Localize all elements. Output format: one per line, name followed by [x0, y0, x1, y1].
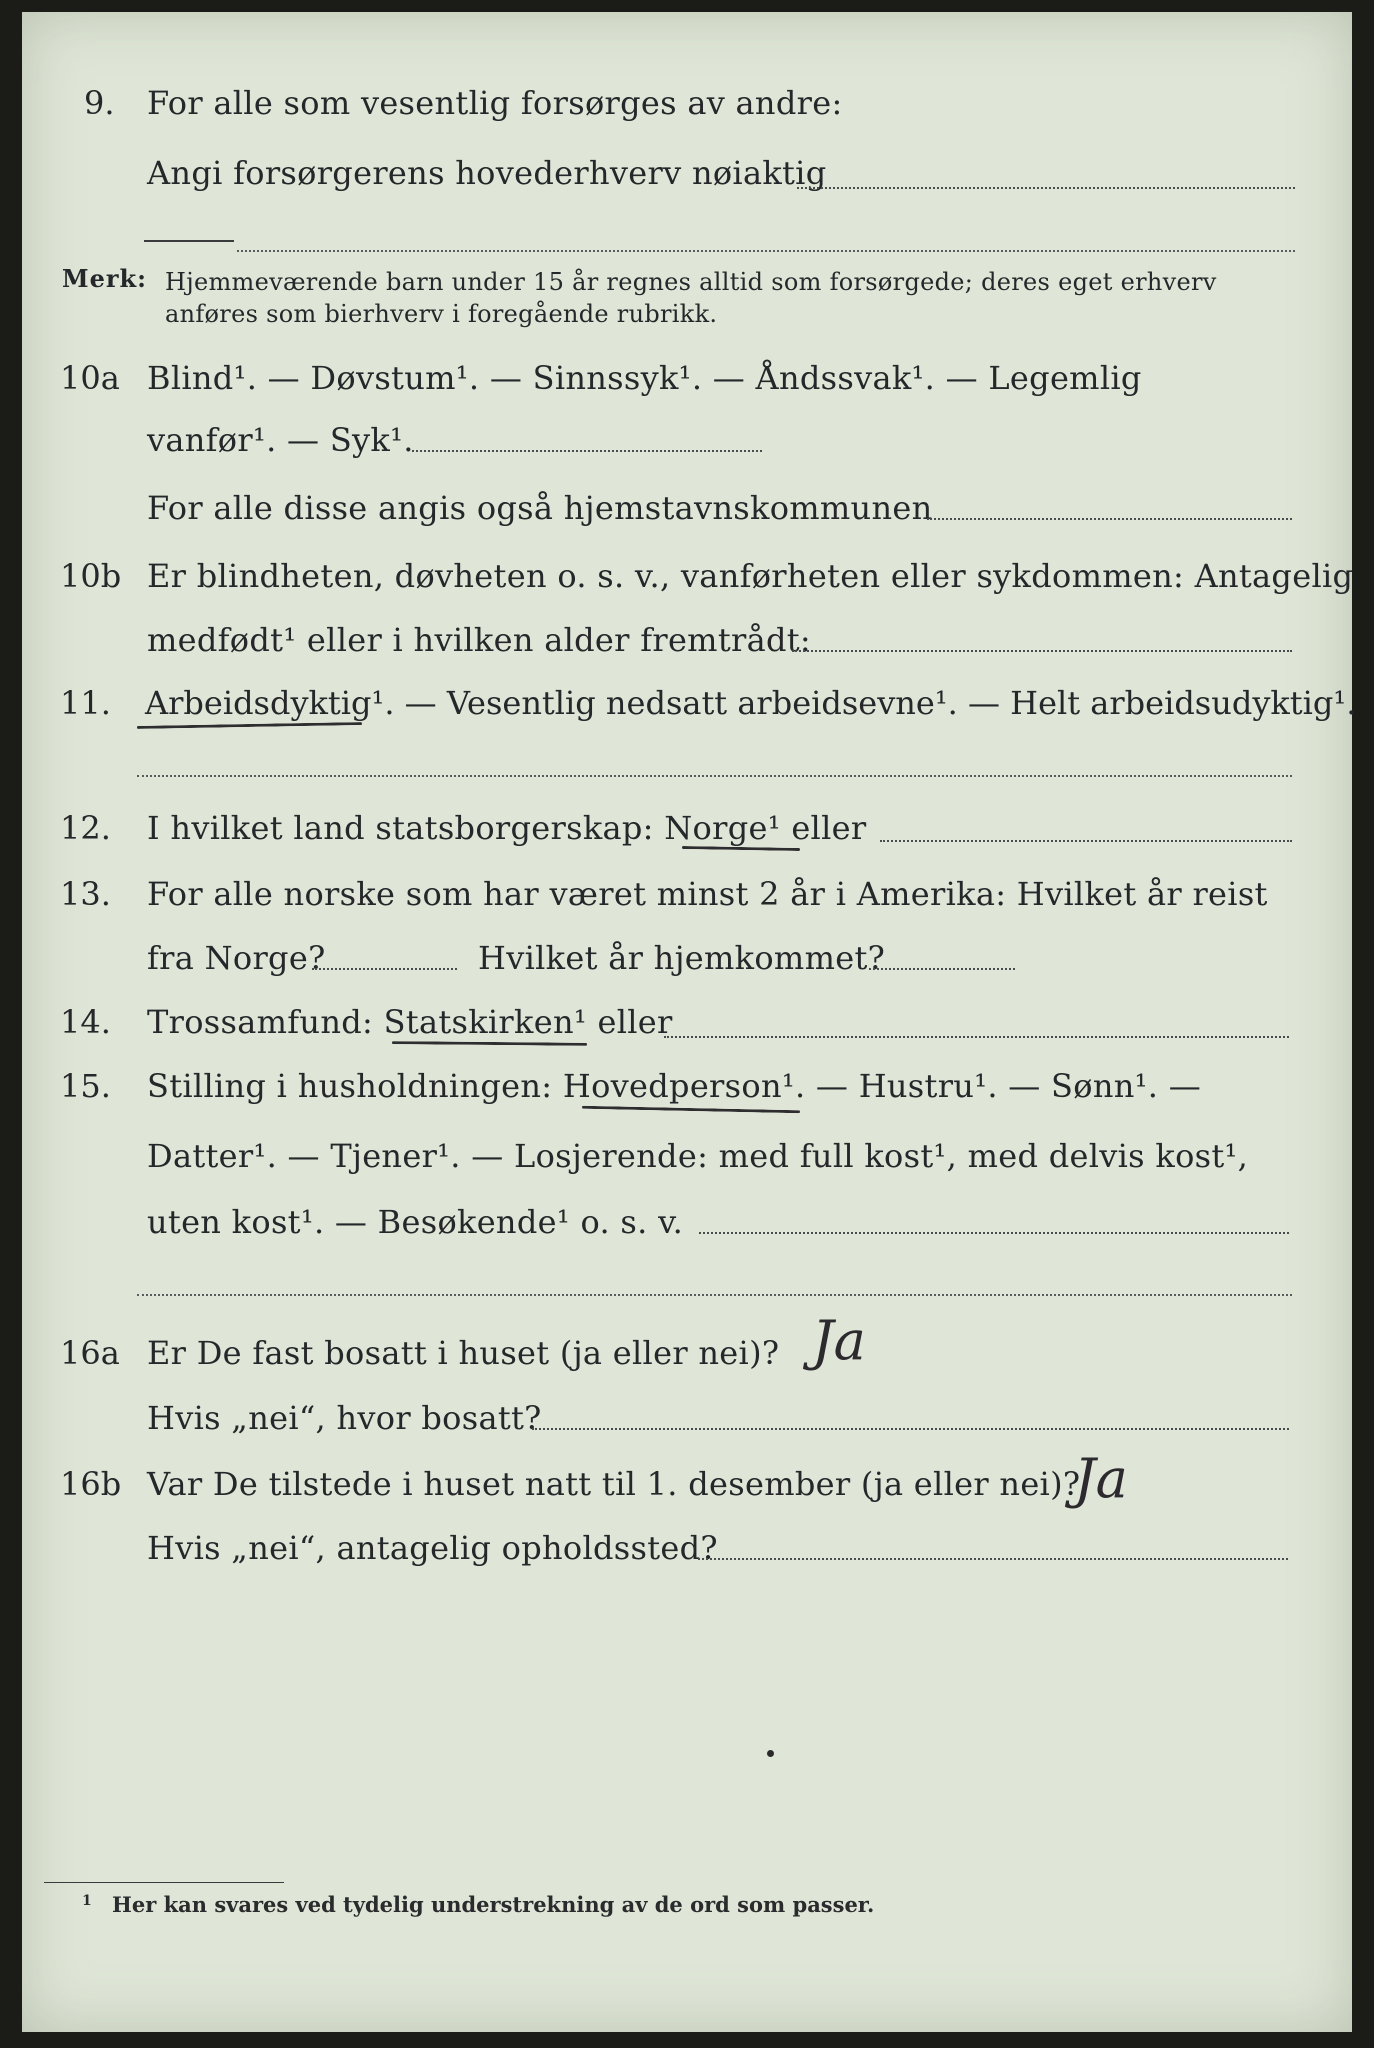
- question-12-text: I hvilket land statsborgerskap: Norge¹ eller: [147, 809, 867, 847]
- question-16b-text-2: Hvis „nei“, antagelig opholdssted?: [147, 1529, 718, 1567]
- handwritten-answer-16a: Ja: [812, 1309, 866, 1372]
- answer-field-religion[interactable]: [664, 1036, 1289, 1038]
- note-label: Merk:: [62, 264, 147, 293]
- question-16a-text: Er De fast bosatt i huset (ja eller nei)?: [147, 1334, 780, 1372]
- footnote-text: Her kan svares ved tydelig understrekning av de ord som passer.: [112, 1892, 875, 1917]
- answer-field-provider-occupation[interactable]: [797, 187, 1295, 189]
- answer-field-household-role-2[interactable]: [137, 1294, 1292, 1296]
- question-16a-text-2: Hvis „nei“, hvor bosatt?: [147, 1399, 542, 1437]
- question-number: 16a: [60, 1334, 120, 1372]
- handwritten-answer-16b: Ja: [1074, 1447, 1128, 1510]
- note-text-2: anføres som bierhverv i foregående rubrikk.: [165, 300, 718, 328]
- question-number: 10b: [60, 557, 122, 595]
- question-number: 9.: [84, 84, 115, 122]
- ink-dot: [767, 1750, 774, 1757]
- question-16b-text: Var De tilstede i huset natt til 1. desember (ja eller nei)?: [147, 1465, 1081, 1503]
- answer-field-provider-occupation-2[interactable]: [237, 250, 1295, 252]
- question-number: 15.: [60, 1067, 111, 1105]
- question-number: 14.: [60, 1003, 111, 1041]
- answer-field-disability[interactable]: [412, 450, 762, 452]
- answer-field-whereabouts[interactable]: [698, 1558, 1288, 1560]
- census-form-page: [22, 12, 1357, 2032]
- note-text: Hjemmeværende barn under 15 år regnes alltid som forsørgede; deres eget erhverv: [165, 268, 1217, 296]
- question-number: 10a: [60, 359, 120, 397]
- question-10a-text: Blind¹. — Døvstum¹. — Sinnssyk¹. — Åndssvak¹. — Legemlig: [147, 359, 1142, 397]
- answer-field-household-role[interactable]: [699, 1232, 1289, 1234]
- question-10a-text-2: vanfør¹. — Syk¹.: [147, 421, 414, 459]
- question-9-text: For alle som vesentlig forsørges av andre:: [147, 84, 843, 122]
- question-number: 13.: [60, 875, 111, 913]
- answer-field-year-departed[interactable]: [312, 968, 457, 970]
- question-15-text-2: Datter¹. — Tjener¹. — Losjerende: med full kost¹, med delvis kost¹,: [147, 1137, 1249, 1175]
- question-13-text: For alle norske som har været minst 2 år i Amerika: Hvilket år reist: [147, 875, 1268, 913]
- question-number: 12.: [60, 809, 111, 847]
- footnote-rule: [44, 1882, 284, 1883]
- question-14-text: Trossamfund: Statskirken¹ eller: [147, 1003, 673, 1041]
- question-11-text: Arbeidsdyktig¹. — Vesentlig nedsatt arbeidsevne¹. — Helt arbeidsudyktig¹.: [145, 684, 1357, 722]
- question-10a-text-3: For alle disse angis også hjemstavnskommunen: [147, 489, 933, 527]
- answer-field-home-municipality[interactable]: [927, 518, 1292, 520]
- divider-stroke: [144, 240, 234, 242]
- answer-field-citizenship[interactable]: [880, 840, 1292, 842]
- question-9-text-2: Angi forsørgerens hovederhverv nøiaktig: [147, 154, 827, 192]
- question-15-text: Stilling i husholdningen: Hovedperson¹. — Hustru¹. — Sønn¹. —: [147, 1067, 1202, 1105]
- question-13-text-2a: fra Norge?: [147, 939, 326, 977]
- question-number: 16b: [60, 1465, 122, 1503]
- answer-field-residence[interactable]: [532, 1428, 1289, 1430]
- question-15-text-3: uten kost¹. — Besøkende¹ o. s. v.: [147, 1203, 684, 1241]
- footnote-mark: 1: [82, 1893, 92, 1909]
- question-13-text-2b: Hvilket år hjemkommet?: [478, 939, 886, 977]
- answer-field-work-capacity[interactable]: [137, 775, 1292, 777]
- question-10b-text: Er blindheten, døvheten o. s. v., vanførheten eller sykdommen: Antagelig: [147, 557, 1354, 595]
- handwritten-underline-statskirken: [392, 1041, 587, 1046]
- question-number: 11.: [60, 684, 111, 722]
- answer-field-year-returned[interactable]: [869, 968, 1015, 970]
- handwritten-underline-arbeidsdyktig: [137, 722, 362, 729]
- answer-field-onset[interactable]: [792, 650, 1292, 652]
- handwritten-underline-hovedperson: [582, 1106, 800, 1114]
- question-10b-text-2: medfødt¹ eller i hvilken alder fremtrådt:: [147, 621, 811, 659]
